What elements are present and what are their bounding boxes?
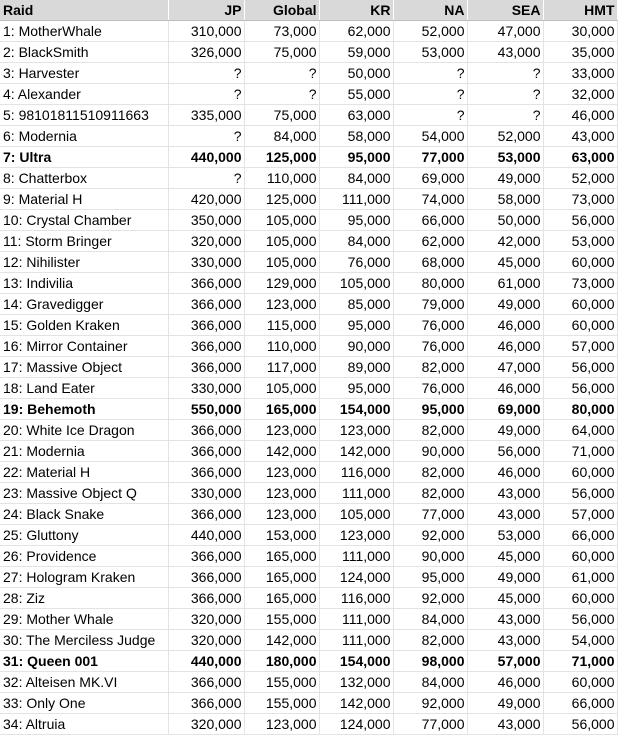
cell-sea: 57,000 xyxy=(467,651,543,672)
table-row xyxy=(0,399,617,420)
cell-global: 142,000 xyxy=(244,630,319,651)
table-row xyxy=(0,273,617,294)
cell-jp: 366,000 xyxy=(168,588,244,609)
cell-na: 54,000 xyxy=(393,126,467,147)
cell-raid: 25: Gluttony xyxy=(0,525,168,546)
table-row xyxy=(0,630,617,651)
cell-na: 82,000 xyxy=(393,630,467,651)
cell-hmt: 71,000 xyxy=(543,651,617,672)
cell-jp: 366,000 xyxy=(168,462,244,483)
cell-global: 165,000 xyxy=(244,567,319,588)
header-raid: Raid xyxy=(0,0,168,21)
cell-na: 76,000 xyxy=(393,315,467,336)
cell-raid: 34: Altruia xyxy=(0,714,168,735)
cell-na: 77,000 xyxy=(393,714,467,735)
table-row xyxy=(0,693,617,714)
cell-jp: 320,000 xyxy=(168,231,244,252)
cell-kr: 63,000 xyxy=(319,105,393,126)
table-row xyxy=(0,210,617,231)
table-row xyxy=(0,21,617,42)
cell-jp: ? xyxy=(168,63,244,84)
cell-hmt: 43,000 xyxy=(543,126,617,147)
cell-kr: 111,000 xyxy=(319,609,393,630)
cell-kr: 95,000 xyxy=(319,315,393,336)
table-row xyxy=(0,126,617,147)
cell-jp: 366,000 xyxy=(168,693,244,714)
cell-raid: 22: Material H xyxy=(0,462,168,483)
table-row xyxy=(0,315,617,336)
header-sea: SEA xyxy=(467,0,543,21)
cell-raid: 30: The Merciless Judge xyxy=(0,630,168,651)
cell-raid: 18: Land Eater xyxy=(0,378,168,399)
cell-jp: 330,000 xyxy=(168,378,244,399)
cell-raid: 33: Only One xyxy=(0,693,168,714)
cell-global: 123,000 xyxy=(244,483,319,504)
cell-jp: 366,000 xyxy=(168,273,244,294)
cell-sea: 43,000 xyxy=(467,504,543,525)
cell-kr: 62,000 xyxy=(319,21,393,42)
cell-kr: 142,000 xyxy=(319,441,393,462)
cell-sea: 49,000 xyxy=(467,693,543,714)
cell-jp: 366,000 xyxy=(168,567,244,588)
cell-kr: 132,000 xyxy=(319,672,393,693)
cell-sea: 43,000 xyxy=(467,42,543,63)
cell-global: 123,000 xyxy=(244,462,319,483)
cell-jp: 310,000 xyxy=(168,21,244,42)
table-row xyxy=(0,588,617,609)
cell-kr: 59,000 xyxy=(319,42,393,63)
cell-hmt: 33,000 xyxy=(543,63,617,84)
cell-hmt: 61,000 xyxy=(543,567,617,588)
header-row xyxy=(0,0,617,21)
cell-na: 79,000 xyxy=(393,294,467,315)
cell-kr: 95,000 xyxy=(319,147,393,168)
cell-global: 117,000 xyxy=(244,357,319,378)
table-row xyxy=(0,420,617,441)
table-row xyxy=(0,378,617,399)
cell-jp: 366,000 xyxy=(168,504,244,525)
table-row xyxy=(0,504,617,525)
cell-hmt: 56,000 xyxy=(543,714,617,735)
cell-jp: 550,000 xyxy=(168,399,244,420)
cell-sea: 61,000 xyxy=(467,273,543,294)
cell-kr: 123,000 xyxy=(319,420,393,441)
cell-sea: 49,000 xyxy=(467,168,543,189)
cell-raid: 9: Material H xyxy=(0,189,168,210)
cell-global: 125,000 xyxy=(244,189,319,210)
cell-raid: 14: Gravedigger xyxy=(0,294,168,315)
cell-global: 155,000 xyxy=(244,672,319,693)
cell-sea: 45,000 xyxy=(467,588,543,609)
header-jp: JP xyxy=(168,0,244,21)
cell-raid: 19: Behemoth xyxy=(0,399,168,420)
table-row xyxy=(0,105,617,126)
cell-na: 95,000 xyxy=(393,399,467,420)
cell-raid: 12: Nihilister xyxy=(0,252,168,273)
cell-sea: ? xyxy=(467,63,543,84)
table-row xyxy=(0,336,617,357)
cell-raid: 10: Crystal Chamber xyxy=(0,210,168,231)
table-row xyxy=(0,42,617,63)
cell-kr: 89,000 xyxy=(319,357,393,378)
cell-global: 155,000 xyxy=(244,609,319,630)
cell-sea: 46,000 xyxy=(467,336,543,357)
cell-na: 92,000 xyxy=(393,525,467,546)
cell-na: ? xyxy=(393,84,467,105)
cell-hmt: 66,000 xyxy=(543,693,617,714)
cell-hmt: 32,000 xyxy=(543,84,617,105)
table-row xyxy=(0,294,617,315)
cell-sea: 47,000 xyxy=(467,21,543,42)
cell-global: 153,000 xyxy=(244,525,319,546)
cell-global: 75,000 xyxy=(244,105,319,126)
cell-na: 82,000 xyxy=(393,357,467,378)
header-global: Global xyxy=(244,0,319,21)
table-row xyxy=(0,546,617,567)
cell-global: 123,000 xyxy=(244,294,319,315)
cell-na: ? xyxy=(393,105,467,126)
cell-jp: 366,000 xyxy=(168,546,244,567)
cell-global: 165,000 xyxy=(244,588,319,609)
cell-kr: 142,000 xyxy=(319,693,393,714)
cell-sea: 43,000 xyxy=(467,630,543,651)
table-row xyxy=(0,357,617,378)
cell-hmt: 60,000 xyxy=(543,546,617,567)
cell-sea: 49,000 xyxy=(467,567,543,588)
cell-sea: ? xyxy=(467,84,543,105)
cell-na: 95,000 xyxy=(393,567,467,588)
cell-kr: 84,000 xyxy=(319,168,393,189)
cell-na: 82,000 xyxy=(393,483,467,504)
table-row xyxy=(0,63,617,84)
cell-hmt: 73,000 xyxy=(543,189,617,210)
table-row xyxy=(0,672,617,693)
cell-raid: 32: Alteisen MK.VI xyxy=(0,672,168,693)
cell-hmt: 60,000 xyxy=(543,294,617,315)
cell-hmt: 60,000 xyxy=(543,315,617,336)
cell-raid: 3: Harvester xyxy=(0,63,168,84)
cell-global: 123,000 xyxy=(244,504,319,525)
table-row xyxy=(0,525,617,546)
cell-na: ? xyxy=(393,63,467,84)
cell-global: 123,000 xyxy=(244,714,319,735)
cell-raid: 21: Modernia xyxy=(0,441,168,462)
cell-global: 75,000 xyxy=(244,42,319,63)
cell-sea: 45,000 xyxy=(467,546,543,567)
table-row xyxy=(0,189,617,210)
cell-sea: 46,000 xyxy=(467,315,543,336)
cell-hmt: 63,000 xyxy=(543,147,617,168)
cell-hmt: 57,000 xyxy=(543,504,617,525)
cell-raid: 13: Indivilia xyxy=(0,273,168,294)
cell-global: ? xyxy=(244,84,319,105)
cell-global: 123,000 xyxy=(244,420,319,441)
cell-raid: 11: Storm Bringer xyxy=(0,231,168,252)
cell-kr: 116,000 xyxy=(319,588,393,609)
cell-kr: 116,000 xyxy=(319,462,393,483)
cell-jp: 320,000 xyxy=(168,609,244,630)
table-row xyxy=(0,84,617,105)
table-row xyxy=(0,168,617,189)
cell-global: 105,000 xyxy=(244,252,319,273)
table-row xyxy=(0,231,617,252)
cell-kr: 84,000 xyxy=(319,231,393,252)
cell-kr: 105,000 xyxy=(319,273,393,294)
cell-raid: 28: Ziz xyxy=(0,588,168,609)
cell-sea: 46,000 xyxy=(467,672,543,693)
cell-raid: 2: BlackSmith xyxy=(0,42,168,63)
cell-hmt: 60,000 xyxy=(543,462,617,483)
cell-sea: 49,000 xyxy=(467,294,543,315)
cell-global: 142,000 xyxy=(244,441,319,462)
cell-jp: 440,000 xyxy=(168,147,244,168)
cell-jp: 326,000 xyxy=(168,42,244,63)
cell-kr: 124,000 xyxy=(319,567,393,588)
cell-hmt: 56,000 xyxy=(543,378,617,399)
cell-global: 155,000 xyxy=(244,693,319,714)
cell-sea: 47,000 xyxy=(467,357,543,378)
cell-na: 80,000 xyxy=(393,273,467,294)
cell-na: 82,000 xyxy=(393,462,467,483)
cell-na: 90,000 xyxy=(393,546,467,567)
cell-sea: 58,000 xyxy=(467,189,543,210)
cell-kr: 76,000 xyxy=(319,252,393,273)
cell-raid: 17: Massive Object xyxy=(0,357,168,378)
cell-kr: 105,000 xyxy=(319,504,393,525)
cell-raid: 23: Massive Object Q xyxy=(0,483,168,504)
table-row xyxy=(0,462,617,483)
cell-jp: 440,000 xyxy=(168,525,244,546)
cell-jp: 366,000 xyxy=(168,672,244,693)
cell-na: 74,000 xyxy=(393,189,467,210)
cell-hmt: 73,000 xyxy=(543,273,617,294)
cell-hmt: 60,000 xyxy=(543,588,617,609)
cell-kr: 154,000 xyxy=(319,399,393,420)
cell-jp: 366,000 xyxy=(168,336,244,357)
cell-hmt: 56,000 xyxy=(543,609,617,630)
cell-jp: 366,000 xyxy=(168,294,244,315)
cell-na: 77,000 xyxy=(393,147,467,168)
cell-na: 52,000 xyxy=(393,21,467,42)
cell-jp: 366,000 xyxy=(168,441,244,462)
cell-raid: 8: Chatterbox xyxy=(0,168,168,189)
cell-sea: 56,000 xyxy=(467,441,543,462)
cell-hmt: 52,000 xyxy=(543,168,617,189)
cell-kr: 111,000 xyxy=(319,630,393,651)
cell-hmt: 71,000 xyxy=(543,441,617,462)
cell-na: 53,000 xyxy=(393,42,467,63)
cell-kr: 124,000 xyxy=(319,714,393,735)
cell-raid: 24: Black Snake xyxy=(0,504,168,525)
cell-raid: 5: 98101811510911663 xyxy=(0,105,168,126)
cell-sea: 45,000 xyxy=(467,252,543,273)
cell-global: ? xyxy=(244,63,319,84)
cell-sea: 53,000 xyxy=(467,525,543,546)
cell-na: 76,000 xyxy=(393,336,467,357)
cell-raid: 20: White Ice Dragon xyxy=(0,420,168,441)
table-row xyxy=(0,651,617,672)
cell-sea: 53,000 xyxy=(467,147,543,168)
cell-jp: ? xyxy=(168,126,244,147)
cell-global: 115,000 xyxy=(244,315,319,336)
cell-global: 180,000 xyxy=(244,651,319,672)
cell-raid: 4: Alexander xyxy=(0,84,168,105)
cell-na: 84,000 xyxy=(393,672,467,693)
cell-jp: 366,000 xyxy=(168,420,244,441)
cell-hmt: 64,000 xyxy=(543,420,617,441)
cell-kr: 90,000 xyxy=(319,336,393,357)
cell-hmt: 66,000 xyxy=(543,525,617,546)
cell-kr: 111,000 xyxy=(319,546,393,567)
cell-hmt: 53,000 xyxy=(543,231,617,252)
cell-na: 68,000 xyxy=(393,252,467,273)
cell-na: 69,000 xyxy=(393,168,467,189)
table-row xyxy=(0,441,617,462)
cell-hmt: 56,000 xyxy=(543,357,617,378)
cell-kr: 55,000 xyxy=(319,84,393,105)
cell-kr: 111,000 xyxy=(319,189,393,210)
cell-hmt: 46,000 xyxy=(543,105,617,126)
cell-hmt: 57,000 xyxy=(543,336,617,357)
cell-na: 92,000 xyxy=(393,588,467,609)
cell-hmt: 60,000 xyxy=(543,672,617,693)
cell-raid: 29: Mother Whale xyxy=(0,609,168,630)
cell-raid: 31: Queen 001 xyxy=(0,651,168,672)
cell-jp: 330,000 xyxy=(168,483,244,504)
cell-jp: 440,000 xyxy=(168,651,244,672)
cell-jp: ? xyxy=(168,168,244,189)
cell-jp: 320,000 xyxy=(168,714,244,735)
cell-sea: 50,000 xyxy=(467,210,543,231)
cell-raid: 1: MotherWhale xyxy=(0,21,168,42)
cell-hmt: 30,000 xyxy=(543,21,617,42)
cell-global: 84,000 xyxy=(244,126,319,147)
cell-na: 92,000 xyxy=(393,693,467,714)
cell-sea: 52,000 xyxy=(467,126,543,147)
cell-jp: 366,000 xyxy=(168,315,244,336)
cell-sea: 42,000 xyxy=(467,231,543,252)
cell-kr: 58,000 xyxy=(319,126,393,147)
header-na: NA xyxy=(393,0,467,21)
cell-na: 76,000 xyxy=(393,378,467,399)
cell-jp: ? xyxy=(168,84,244,105)
table-row xyxy=(0,567,617,588)
cell-kr: 50,000 xyxy=(319,63,393,84)
cell-raid: 7: Ultra xyxy=(0,147,168,168)
table-row xyxy=(0,252,617,273)
cell-na: 77,000 xyxy=(393,504,467,525)
cell-global: 125,000 xyxy=(244,147,319,168)
cell-na: 84,000 xyxy=(393,609,467,630)
cell-hmt: 60,000 xyxy=(543,252,617,273)
cell-kr: 95,000 xyxy=(319,210,393,231)
cell-raid: 16: Mirror Container xyxy=(0,336,168,357)
cell-global: 165,000 xyxy=(244,399,319,420)
cell-na: 66,000 xyxy=(393,210,467,231)
cell-kr: 111,000 xyxy=(319,483,393,504)
cell-jp: 366,000 xyxy=(168,357,244,378)
cell-kr: 95,000 xyxy=(319,378,393,399)
cell-sea: ? xyxy=(467,105,543,126)
cell-global: 105,000 xyxy=(244,210,319,231)
cell-hmt: 54,000 xyxy=(543,630,617,651)
cell-global: 105,000 xyxy=(244,378,319,399)
cell-na: 82,000 xyxy=(393,420,467,441)
cell-kr: 154,000 xyxy=(319,651,393,672)
cell-sea: 43,000 xyxy=(467,714,543,735)
table-row xyxy=(0,714,617,735)
cell-na: 98,000 xyxy=(393,651,467,672)
table-row xyxy=(0,483,617,504)
cell-jp: 335,000 xyxy=(168,105,244,126)
cell-jp: 320,000 xyxy=(168,630,244,651)
cell-hmt: 56,000 xyxy=(543,483,617,504)
header-hmt: HMT xyxy=(543,0,617,21)
cell-sea: 43,000 xyxy=(467,483,543,504)
cell-sea: 69,000 xyxy=(467,399,543,420)
cell-global: 129,000 xyxy=(244,273,319,294)
table-body xyxy=(0,21,617,735)
header-kr: KR xyxy=(319,0,393,21)
cell-hmt: 80,000 xyxy=(543,399,617,420)
table-row xyxy=(0,147,617,168)
cell-global: 73,000 xyxy=(244,21,319,42)
cell-raid: 27: Hologram Kraken xyxy=(0,567,168,588)
cell-jp: 420,000 xyxy=(168,189,244,210)
cell-kr: 85,000 xyxy=(319,294,393,315)
cell-na: 90,000 xyxy=(393,441,467,462)
cell-hmt: 35,000 xyxy=(543,42,617,63)
cell-na: 62,000 xyxy=(393,231,467,252)
cell-sea: 46,000 xyxy=(467,378,543,399)
table-row xyxy=(0,609,617,630)
cell-global: 110,000 xyxy=(244,336,319,357)
cell-sea: 49,000 xyxy=(467,420,543,441)
cell-sea: 43,000 xyxy=(467,609,543,630)
cell-kr: 123,000 xyxy=(319,525,393,546)
cell-global: 110,000 xyxy=(244,168,319,189)
cell-global: 105,000 xyxy=(244,231,319,252)
cell-sea: 46,000 xyxy=(467,462,543,483)
cell-hmt: 56,000 xyxy=(543,210,617,231)
cell-raid: 26: Providence xyxy=(0,546,168,567)
cell-jp: 330,000 xyxy=(168,252,244,273)
cell-jp: 350,000 xyxy=(168,210,244,231)
cell-global: 165,000 xyxy=(244,546,319,567)
cell-raid: 15: Golden Kraken xyxy=(0,315,168,336)
cell-raid: 6: Modernia xyxy=(0,126,168,147)
